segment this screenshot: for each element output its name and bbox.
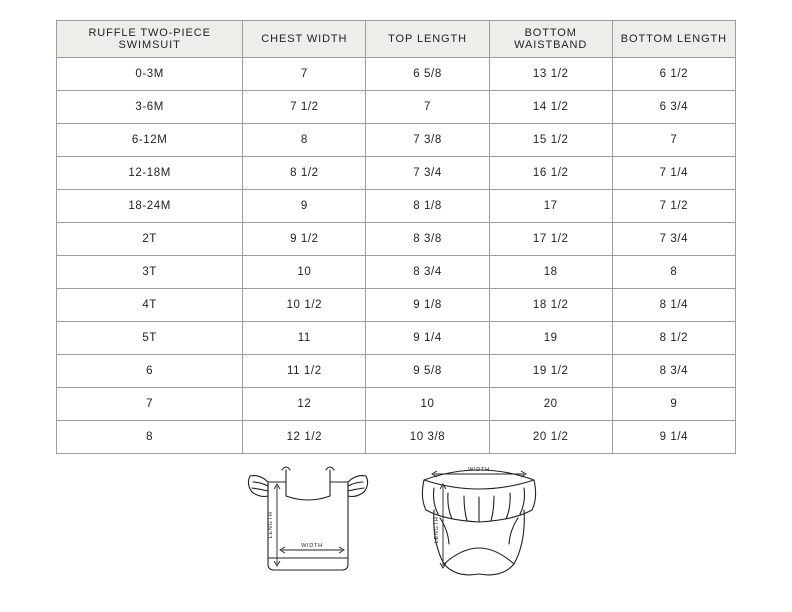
swim-bottom-diagram	[404, 452, 554, 597]
cell-bottom-length: 8	[612, 256, 735, 289]
cell-top-length: 7	[366, 91, 489, 124]
cell-bottom-length: 9	[612, 388, 735, 421]
table-row	[57, 322, 736, 355]
cell-chest-width: 10	[243, 256, 366, 289]
cell-chest-width: 11	[243, 322, 366, 355]
cell-chest-width: 12	[243, 388, 366, 421]
cell-bottom-waistband: 20	[489, 388, 612, 421]
table-row	[57, 355, 736, 388]
cell-bottom-length: 7 3/4	[612, 223, 735, 256]
cell-bottom-waistband: 19 1/2	[489, 355, 612, 388]
column-header-bottom-waistband: BOTTOM WAISTBAND	[489, 21, 612, 58]
cell-top-length: 7 3/4	[366, 157, 489, 190]
top-width-label: WIDTH	[301, 543, 323, 549]
cell-chest-width: 11 1/2	[243, 355, 366, 388]
top-length-label: LENGTH	[268, 511, 274, 539]
cell-top-length: 8 3/4	[366, 256, 489, 289]
table-body	[57, 58, 736, 454]
cell-size: 4T	[57, 289, 243, 322]
cell-bottom-length: 8 1/2	[612, 322, 735, 355]
cell-top-length: 8 1/8	[366, 190, 489, 223]
column-header-product: RUFFLE TWO-PIECE SWIMSUIT	[57, 21, 243, 58]
cell-size: 2T	[57, 223, 243, 256]
cell-bottom-length: 7 1/2	[612, 190, 735, 223]
table-row	[57, 157, 736, 190]
cell-size: 3T	[57, 256, 243, 289]
cell-bottom-waistband: 20 1/2	[489, 421, 612, 454]
cell-chest-width: 12 1/2	[243, 421, 366, 454]
cell-size: 6-12M	[57, 124, 243, 157]
table-header-row	[57, 21, 736, 58]
cell-chest-width: 10 1/2	[243, 289, 366, 322]
cell-bottom-waistband: 17 1/2	[489, 223, 612, 256]
cell-top-length: 9 1/8	[366, 289, 489, 322]
bottom-length-label: LENGTH	[434, 516, 440, 544]
cell-bottom-waistband: 14 1/2	[489, 91, 612, 124]
cell-chest-width: 7 1/2	[243, 91, 366, 124]
cell-chest-width: 9 1/2	[243, 223, 366, 256]
cell-top-length: 9 1/4	[366, 322, 489, 355]
cell-chest-width: 8	[243, 124, 366, 157]
cell-bottom-waistband: 13 1/2	[489, 58, 612, 91]
table-row	[57, 124, 736, 157]
cell-bottom-waistband: 18 1/2	[489, 289, 612, 322]
cell-bottom-length: 6 1/2	[612, 58, 735, 91]
cell-bottom-waistband: 16 1/2	[489, 157, 612, 190]
table-row	[57, 223, 736, 256]
cell-bottom-length: 7	[612, 124, 735, 157]
cell-chest-width: 9	[243, 190, 366, 223]
cell-top-length: 10 3/8	[366, 421, 489, 454]
cell-chest-width: 8 1/2	[243, 157, 366, 190]
swim-top-diagram	[238, 452, 378, 587]
cell-chest-width: 7	[243, 58, 366, 91]
table-row	[57, 256, 736, 289]
cell-size: 5T	[57, 322, 243, 355]
measurement-diagrams	[0, 452, 792, 602]
cell-bottom-length: 6 3/4	[612, 91, 735, 124]
swim-bottom-illustration	[404, 452, 554, 592]
cell-size: 3-6M	[57, 91, 243, 124]
cell-size: 6	[57, 355, 243, 388]
size-chart-table	[56, 20, 736, 454]
cell-bottom-length: 8 3/4	[612, 355, 735, 388]
cell-bottom-length: 8 1/4	[612, 289, 735, 322]
table-row	[57, 58, 736, 91]
cell-bottom-waistband: 19	[489, 322, 612, 355]
table-header	[57, 21, 736, 58]
column-header-top-length: TOP LENGTH	[366, 21, 489, 58]
cell-top-length: 8 3/8	[366, 223, 489, 256]
cell-bottom-length: 7 1/4	[612, 157, 735, 190]
cell-top-length: 9 5/8	[366, 355, 489, 388]
table-row	[57, 289, 736, 322]
table-row	[57, 91, 736, 124]
column-header-chest-width: CHEST WIDTH	[243, 21, 366, 58]
bottom-width-label: WIDTH	[468, 467, 490, 473]
swim-top-illustration	[238, 452, 378, 582]
cell-bottom-waistband: 15 1/2	[489, 124, 612, 157]
cell-size: 8	[57, 421, 243, 454]
cell-bottom-waistband: 17	[489, 190, 612, 223]
cell-bottom-waistband: 18	[489, 256, 612, 289]
cell-size: 7	[57, 388, 243, 421]
column-header-bottom-length: BOTTOM LENGTH	[612, 21, 735, 58]
cell-top-length: 6 5/8	[366, 58, 489, 91]
cell-size: 18-24M	[57, 190, 243, 223]
table-row	[57, 388, 736, 421]
cell-top-length: 10	[366, 388, 489, 421]
cell-size: 0-3M	[57, 58, 243, 91]
cell-size: 12-18M	[57, 157, 243, 190]
cell-top-length: 7 3/8	[366, 124, 489, 157]
table-row	[57, 421, 736, 454]
cell-bottom-length: 9 1/4	[612, 421, 735, 454]
table-row	[57, 190, 736, 223]
